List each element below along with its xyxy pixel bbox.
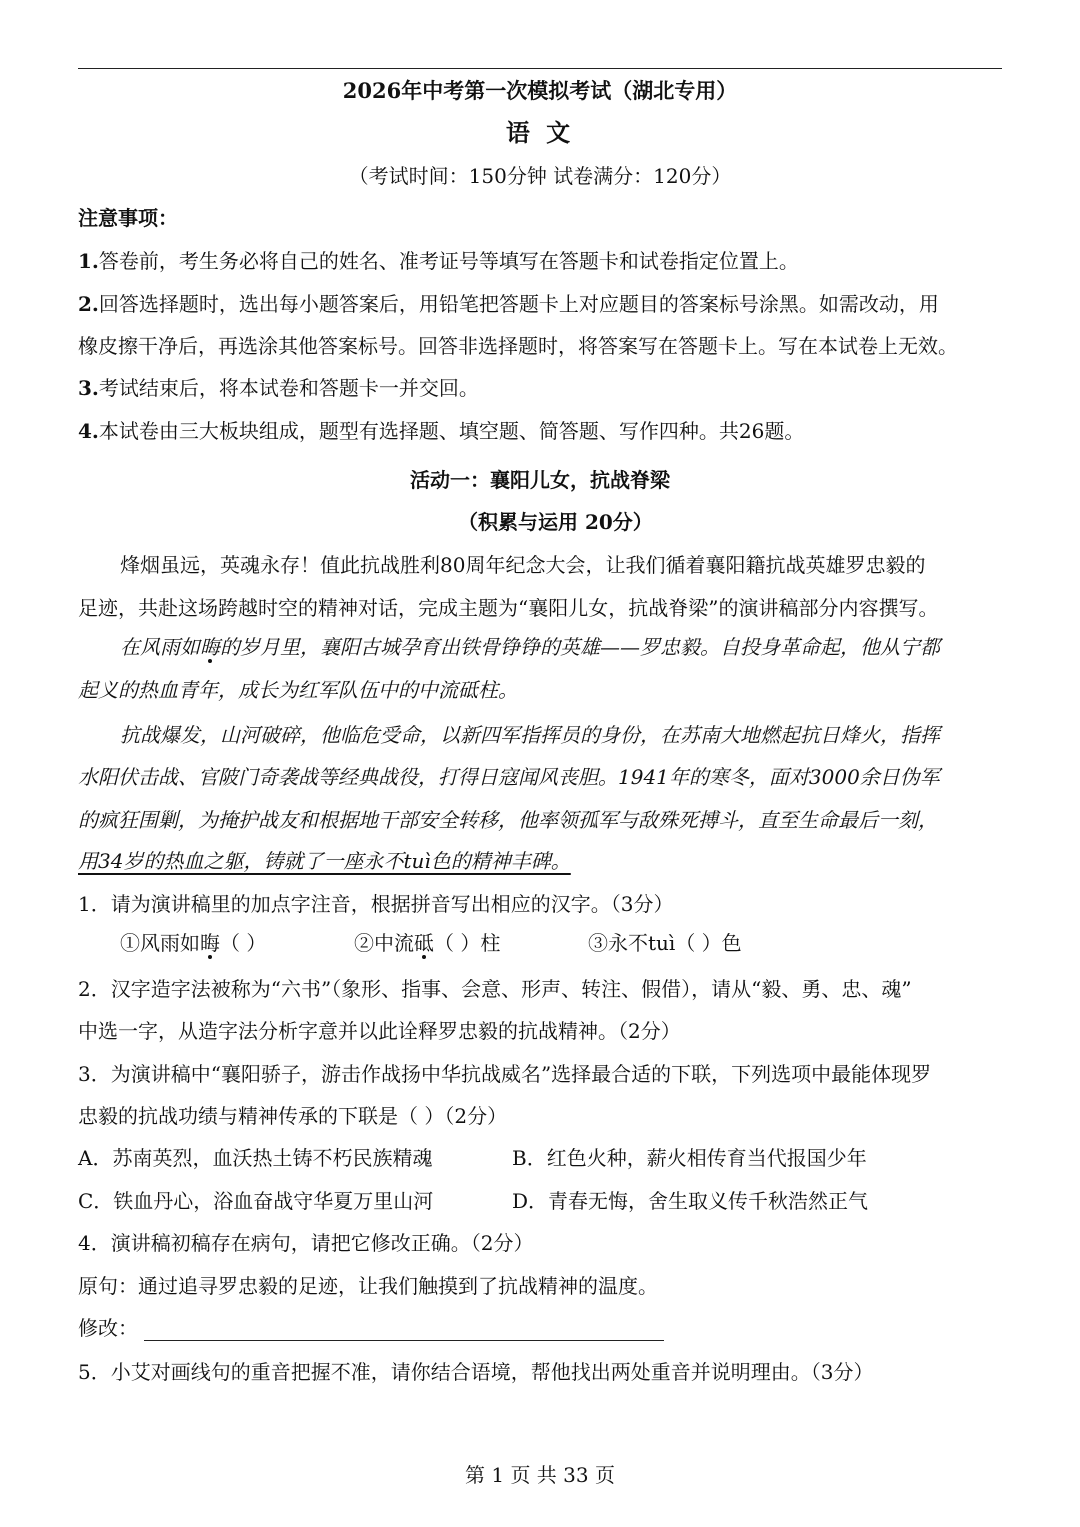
q3-option-b[interactable]: B．红色火种，薪火相传育当代报国少年 bbox=[512, 1146, 867, 1170]
notice-text: 考试结束后，将本试卷和答题卡一并交回。 bbox=[98, 376, 479, 400]
passage-intro-1: 烽烟虽远，英魂永存！值此抗战胜利80周年纪念大会，让我们循着襄阳籍抗战英雄罗忠毅的 bbox=[120, 553, 926, 577]
notice-num: 1. bbox=[78, 249, 99, 273]
dotted-char: 晦 bbox=[200, 635, 220, 659]
notice-item-4 bbox=[78, 416, 804, 446]
q1-part-c[interactable]: ③永不tuì（ ）色 bbox=[588, 931, 742, 955]
text-segment: 的岁月里，襄阳古城孕育出铁骨铮铮的英雄——罗忠毅。自投身革命起，他从宁都 bbox=[220, 635, 940, 659]
passage-p2-1: 抗战爆发，山河破碎，他临危受命，以新四军指挥员的身份，在苏南大地燃起抗日烽火，指挥 bbox=[120, 723, 940, 747]
q3-option-a[interactable]: A．苏南英烈，血沃热土铸不朽民族精魂 bbox=[78, 1146, 433, 1170]
question-1: 1．请为演讲稿里的加点字注音，根据拼音写出相应的汉字。（3分） bbox=[78, 892, 674, 916]
notice-item-3 bbox=[78, 373, 479, 403]
notice-num: 2. bbox=[78, 292, 99, 316]
passage-p1-1 bbox=[120, 632, 940, 662]
passage-p1-2: 起义的热血青年，成长为红军队伍中的中流砥柱。 bbox=[78, 678, 518, 702]
notice-item-1 bbox=[78, 246, 799, 276]
exam-title: 2026年中考第一次模拟考试（湖北专用） bbox=[342, 78, 738, 103]
subject-title: 语 文 bbox=[505, 118, 575, 147]
q3-option-c[interactable]: C．铁血丹心，浴血奋战守华夏万里山河 bbox=[78, 1189, 434, 1213]
header-rule bbox=[78, 68, 1002, 69]
question-3-line-1: 3．为演讲稿中“襄阳骄子，游击作战扬中华抗战威名”选择最合适的下联，下列选项中最能体现罗 bbox=[78, 1062, 932, 1086]
answer-blank[interactable]: （ ）柱 bbox=[434, 931, 501, 955]
notice-text: 回答选择题时，选出每小题答案后，用铅笔把答题卡上对应题目的答案标号涂黑。如需改动，用 bbox=[98, 292, 939, 316]
q3-option-d[interactable]: D．青春无悔，舍生取义传千秋浩然正气 bbox=[512, 1189, 869, 1213]
question-5: 5．小艾对画线句的重音把握不准，请你结合语境，帮他找出两处重音并说明理由。（3分） bbox=[78, 1360, 874, 1384]
dotted-char: 晦 bbox=[200, 931, 220, 955]
q1-part-b bbox=[354, 928, 500, 958]
text-segment: ①风雨如 bbox=[120, 931, 200, 955]
q4-original-sentence: 原句：通过追寻罗忠毅的足迹，让我们触摸到了抗战精神的温度。 bbox=[78, 1274, 658, 1298]
page-number: 第 1 页 共 33 页 bbox=[465, 1463, 615, 1487]
activity-subtitle: （积累与运用 20分） bbox=[458, 510, 653, 534]
exam-info: （考试时间：150分钟 试卷满分：120分） bbox=[348, 164, 732, 188]
notice-heading: 注意事项： bbox=[78, 206, 178, 230]
text-segment: 在风雨如 bbox=[120, 635, 200, 659]
notice-text: 答卷前，考生务必将自己的姓名、准考证号等填写在答题卡和试卷指定位置上。 bbox=[98, 249, 799, 273]
q1-part-a bbox=[120, 928, 266, 958]
notice-text: 本试卷由三大板块组成，题型有选择题、填空题、简答题、写作四种。共26题。 bbox=[98, 419, 805, 443]
dotted-char: 砥 bbox=[414, 931, 434, 955]
question-4: 4．演讲稿初稿存在病句，请把它修改正确。（2分） bbox=[78, 1231, 534, 1255]
text-segment: ②中流 bbox=[354, 931, 414, 955]
notice-item-2-cont: 橡皮擦干净后，再选涂其他答案标号。回答非选择题时，将答案写在答题卡上。写在本试卷上无效。 bbox=[78, 334, 958, 358]
activity-title: 活动一：襄阳儿女，抗战脊梁 bbox=[410, 468, 670, 492]
passage-p2-3: 的疯狂围剿，为掩护战友和根据地干部安全转移，他率领孤军与敌殊死搏斗，直至生命最后一刻， bbox=[78, 808, 938, 832]
passage-p2-4-underlined: 用34岁的热血之躯，铸就了一座永不tuì色的精神丰碑。 bbox=[78, 849, 571, 873]
passage-intro-2: 足迹，共赴这场跨越时空的精神对话，完成主题为“襄阳儿女，抗战脊梁”的演讲稿部分内容撰写。 bbox=[78, 596, 939, 620]
question-2-line-1: 2．汉字造字法被称为“六书”（象形、指事、会意、形声、转注、假借），请从“毅、勇、忠、魂” bbox=[78, 977, 912, 1001]
revise-answer-line[interactable] bbox=[144, 1340, 664, 1341]
question-3-line-2: 忠毅的抗战功绩与精神传承的下联是（ ）（2分） bbox=[78, 1104, 508, 1128]
passage-p2-2: 水阳伏击战、官陂门奇袭战等经典战役，打得日寇闻风丧胆。1941年的寒冬，面对3000余日伪军 bbox=[78, 765, 940, 789]
answer-blank[interactable]: （ ） bbox=[220, 931, 267, 955]
revise-label: 修改： bbox=[78, 1316, 138, 1340]
notice-item-2 bbox=[78, 289, 939, 319]
notice-num: 4. bbox=[78, 419, 99, 443]
q4-revise-row bbox=[78, 1313, 664, 1343]
question-2-line-2: 中选一字，从造字法分析字意并以此诠释罗忠毅的抗战精神。（2分） bbox=[78, 1019, 681, 1043]
notice-num: 3. bbox=[78, 376, 99, 400]
